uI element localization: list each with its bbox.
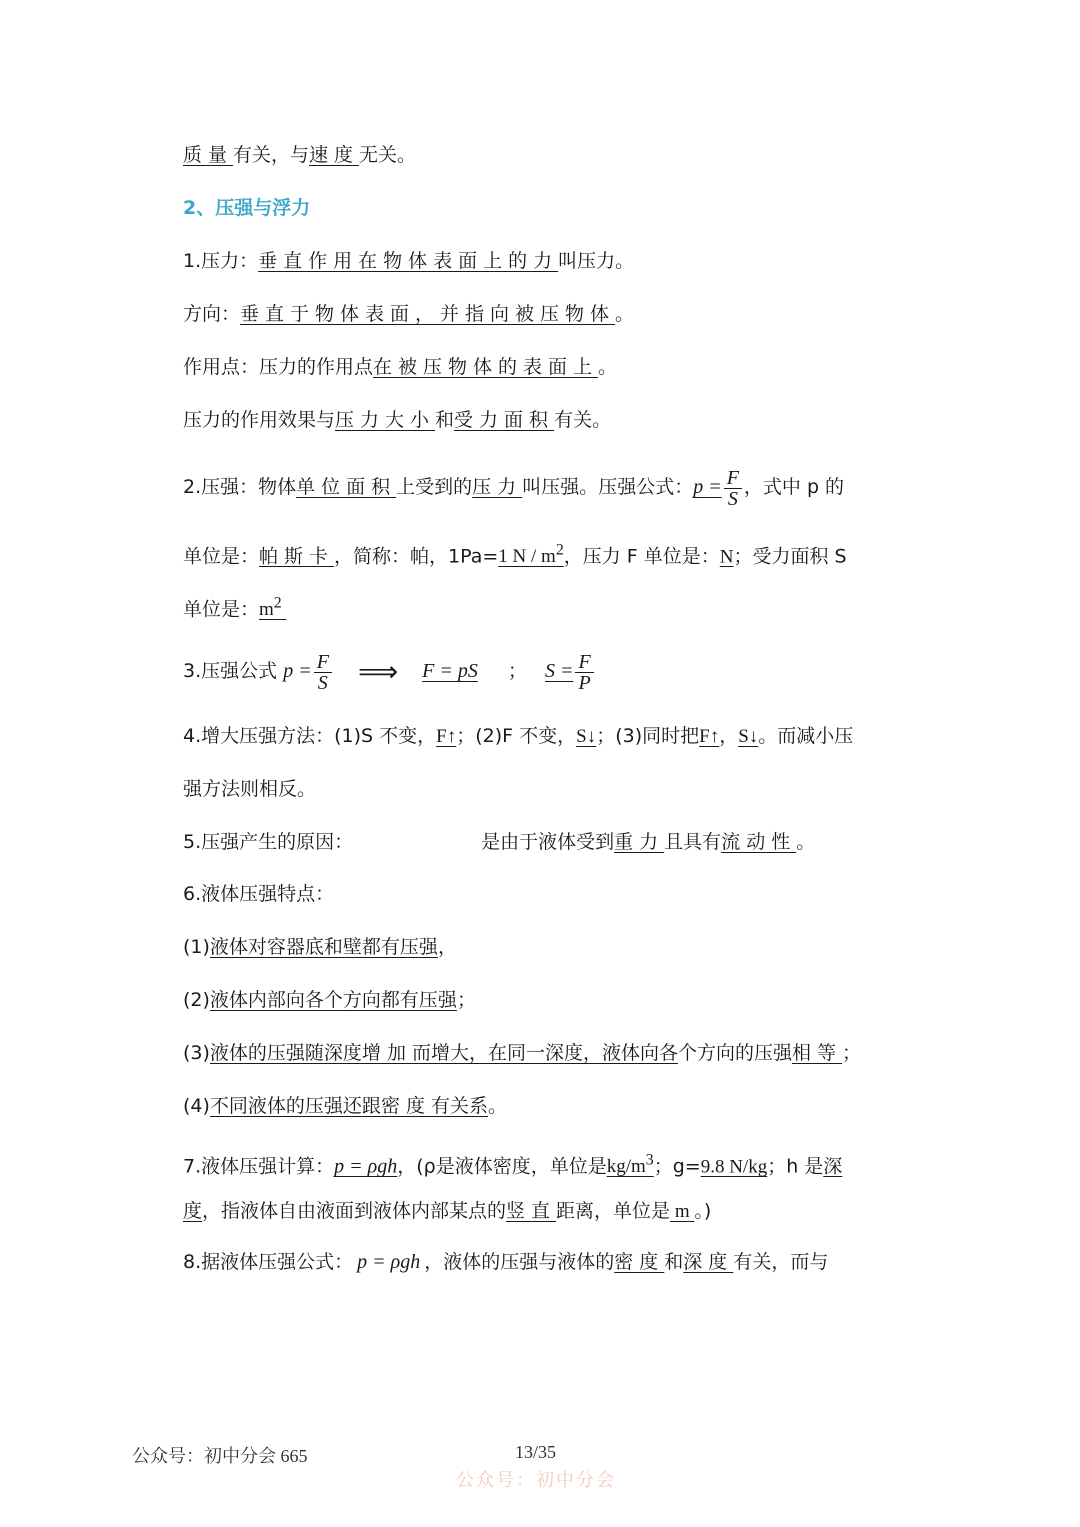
underlined-term: 密度 <box>614 1251 665 1273</box>
page-number: 13/35 <box>515 1442 557 1462</box>
underlined-term: 液体的压强随深度 <box>209 1042 362 1064</box>
line-unit-pascal: 单位是：帕斯卡，简称：帕，1Pa=1 N / $m^2$，压力 F 单位是：N；受力面积 S <box>183 542 847 568</box>
unit: N <box>719 546 734 568</box>
underlined-term: 液体对容器底和壁都有压强 <box>209 936 438 958</box>
unit: 1 N / $m^2$ <box>498 542 564 568</box>
formula: p = ρgh <box>357 1251 421 1273</box>
underlined-term: 度 <box>183 1200 203 1222</box>
line-liquid-calc: 7.液体压强计算：p = ρgh，(ρ是液体密度，单位是$kg/m^3$；g=9.8 N/kg；h 是深 <box>183 1152 843 1178</box>
fraction: $\frac{F}{S}$ <box>724 468 742 509</box>
line-decrease-methods: 强方法则相反。 <box>183 778 317 800</box>
underlined-term: 密度 <box>380 1095 431 1117</box>
line-action-point: 作用点：压力的作用点在被压物体的表面上。 <box>183 356 618 378</box>
underlined-term: S↓ <box>738 726 759 747</box>
fraction: $\frac{F}{P}$ <box>575 652 593 693</box>
line-mass-speed: 质量有关，与速度无关。 <box>183 144 417 166</box>
line-depth-def: 度，指液体自由液面到液体内部某点的竖直距离，单位是 m 。) <box>183 1200 712 1222</box>
underlined-term: 液体内部向各个方向都有压强 <box>209 989 457 1011</box>
line-liquid-features-title: 6.液体压强特点： <box>183 883 335 905</box>
underlined-term: 有关系 <box>430 1095 488 1117</box>
line-pressure-force-def: 1.压力：垂直作用在物体表面上的力叫压力。 <box>183 250 635 272</box>
line-area-unit: 单位是：$m^2$ <box>183 591 286 623</box>
line-feature-1: (1)液体对容器底和壁都有压强， <box>183 936 457 958</box>
unit: 9.8 N/kg <box>700 1156 768 1178</box>
underlined-term: 单位面积 <box>296 476 397 499</box>
line-pressure-def: 2.压强：物体单位面积上受到的压力叫压强。压强公式：p = $\frac{F}{S}$ ，式中 p 的 <box>183 467 845 510</box>
underlined-term: 而增大，在同一深度，液体向各 <box>411 1042 678 1064</box>
section-heading: 2、压强与浮力 <box>183 197 311 219</box>
formula: p = $\frac{F}{S}$ <box>283 660 334 682</box>
formula: F = pS <box>422 660 478 683</box>
underlined-term: 速度 <box>309 144 360 166</box>
line-liquid-formula-factors: 8.据液体压强公式： p = ρgh ，液体的压强与液体的密度和深度有关，而与 <box>183 1251 829 1273</box>
underlined-term: 深度 <box>683 1251 734 1273</box>
underlined-term: 增加 <box>361 1042 412 1064</box>
underlined-term: 在被压物体的表面上 <box>373 356 599 378</box>
underlined-term: 流动性 <box>721 831 797 853</box>
underlined-term: 压力 <box>472 476 523 499</box>
underlined-term: 质量 <box>183 144 234 166</box>
formula: p = $\frac{F}{S}$ <box>693 476 744 498</box>
underlined-term: 压力大小 <box>335 409 436 431</box>
underlined-term: S↓ <box>576 726 597 747</box>
underlined-term: 重力 <box>614 831 665 853</box>
line-effect-factors: 压力的作用效果与压力大小和受力面积有关。 <box>183 409 612 431</box>
line-feature-3: (3)液体的压强随深度增加而增大，在同一深度，液体向各个方向的压强相等； <box>183 1042 862 1064</box>
underlined-term: F↑ <box>436 726 457 747</box>
underlined-term: 帕斯卡 <box>259 545 335 568</box>
underlined-term: 深 <box>823 1155 843 1178</box>
underlined-term: 不同液体的压强还跟 <box>209 1095 381 1117</box>
formula: S = $\frac{F}{P}$ <box>545 660 596 682</box>
formula: p = ρgh <box>334 1155 398 1178</box>
unit: $m^2$ <box>259 595 282 621</box>
implies-arrow-icon: ⟹ <box>357 654 399 688</box>
footer-account: 公众号：初中分会 665 <box>132 1446 308 1466</box>
underlined-term: 垂直作用在物体表面上的力 <box>258 250 559 272</box>
unit: m <box>674 1201 690 1222</box>
line-increase-methods: 4.增大压强方法：(1)S 不变，F↑；(2)F 不变，S↓；(3)同时把F↑，S↓。而减小压 <box>183 725 854 747</box>
line-feature-2: (2)液体内部向各个方向都有压强； <box>183 989 476 1011</box>
line-direction: 方向：垂直于物体表面，并指向被压物体。 <box>183 303 635 325</box>
line-formula-transform: 3.压强公式 p = $\frac{F}{S}$ ⟹ F = pS ； S = $\frac{F}{P}$ <box>183 652 596 693</box>
unit: $kg/m^3$ <box>606 1152 654 1178</box>
watermark: 公众号：初中分会 <box>456 1470 616 1490</box>
underlined-term: 垂直于物体表面，并指向被压物体 <box>240 303 616 325</box>
underlined-term: 相等 <box>791 1042 842 1064</box>
underlined-term: 竖直 <box>506 1200 557 1222</box>
underlined-term: F↑ <box>699 726 720 747</box>
line-feature-4: (4)不同液体的压强还跟密度有关系。 <box>183 1095 507 1117</box>
line-cause: 5.压强产生的原因： 是由于液体受到重力且具有流动性。 <box>183 831 816 853</box>
underlined-term: 受力面积 <box>454 409 555 431</box>
fraction: $\frac{F}{S}$ <box>314 652 332 693</box>
